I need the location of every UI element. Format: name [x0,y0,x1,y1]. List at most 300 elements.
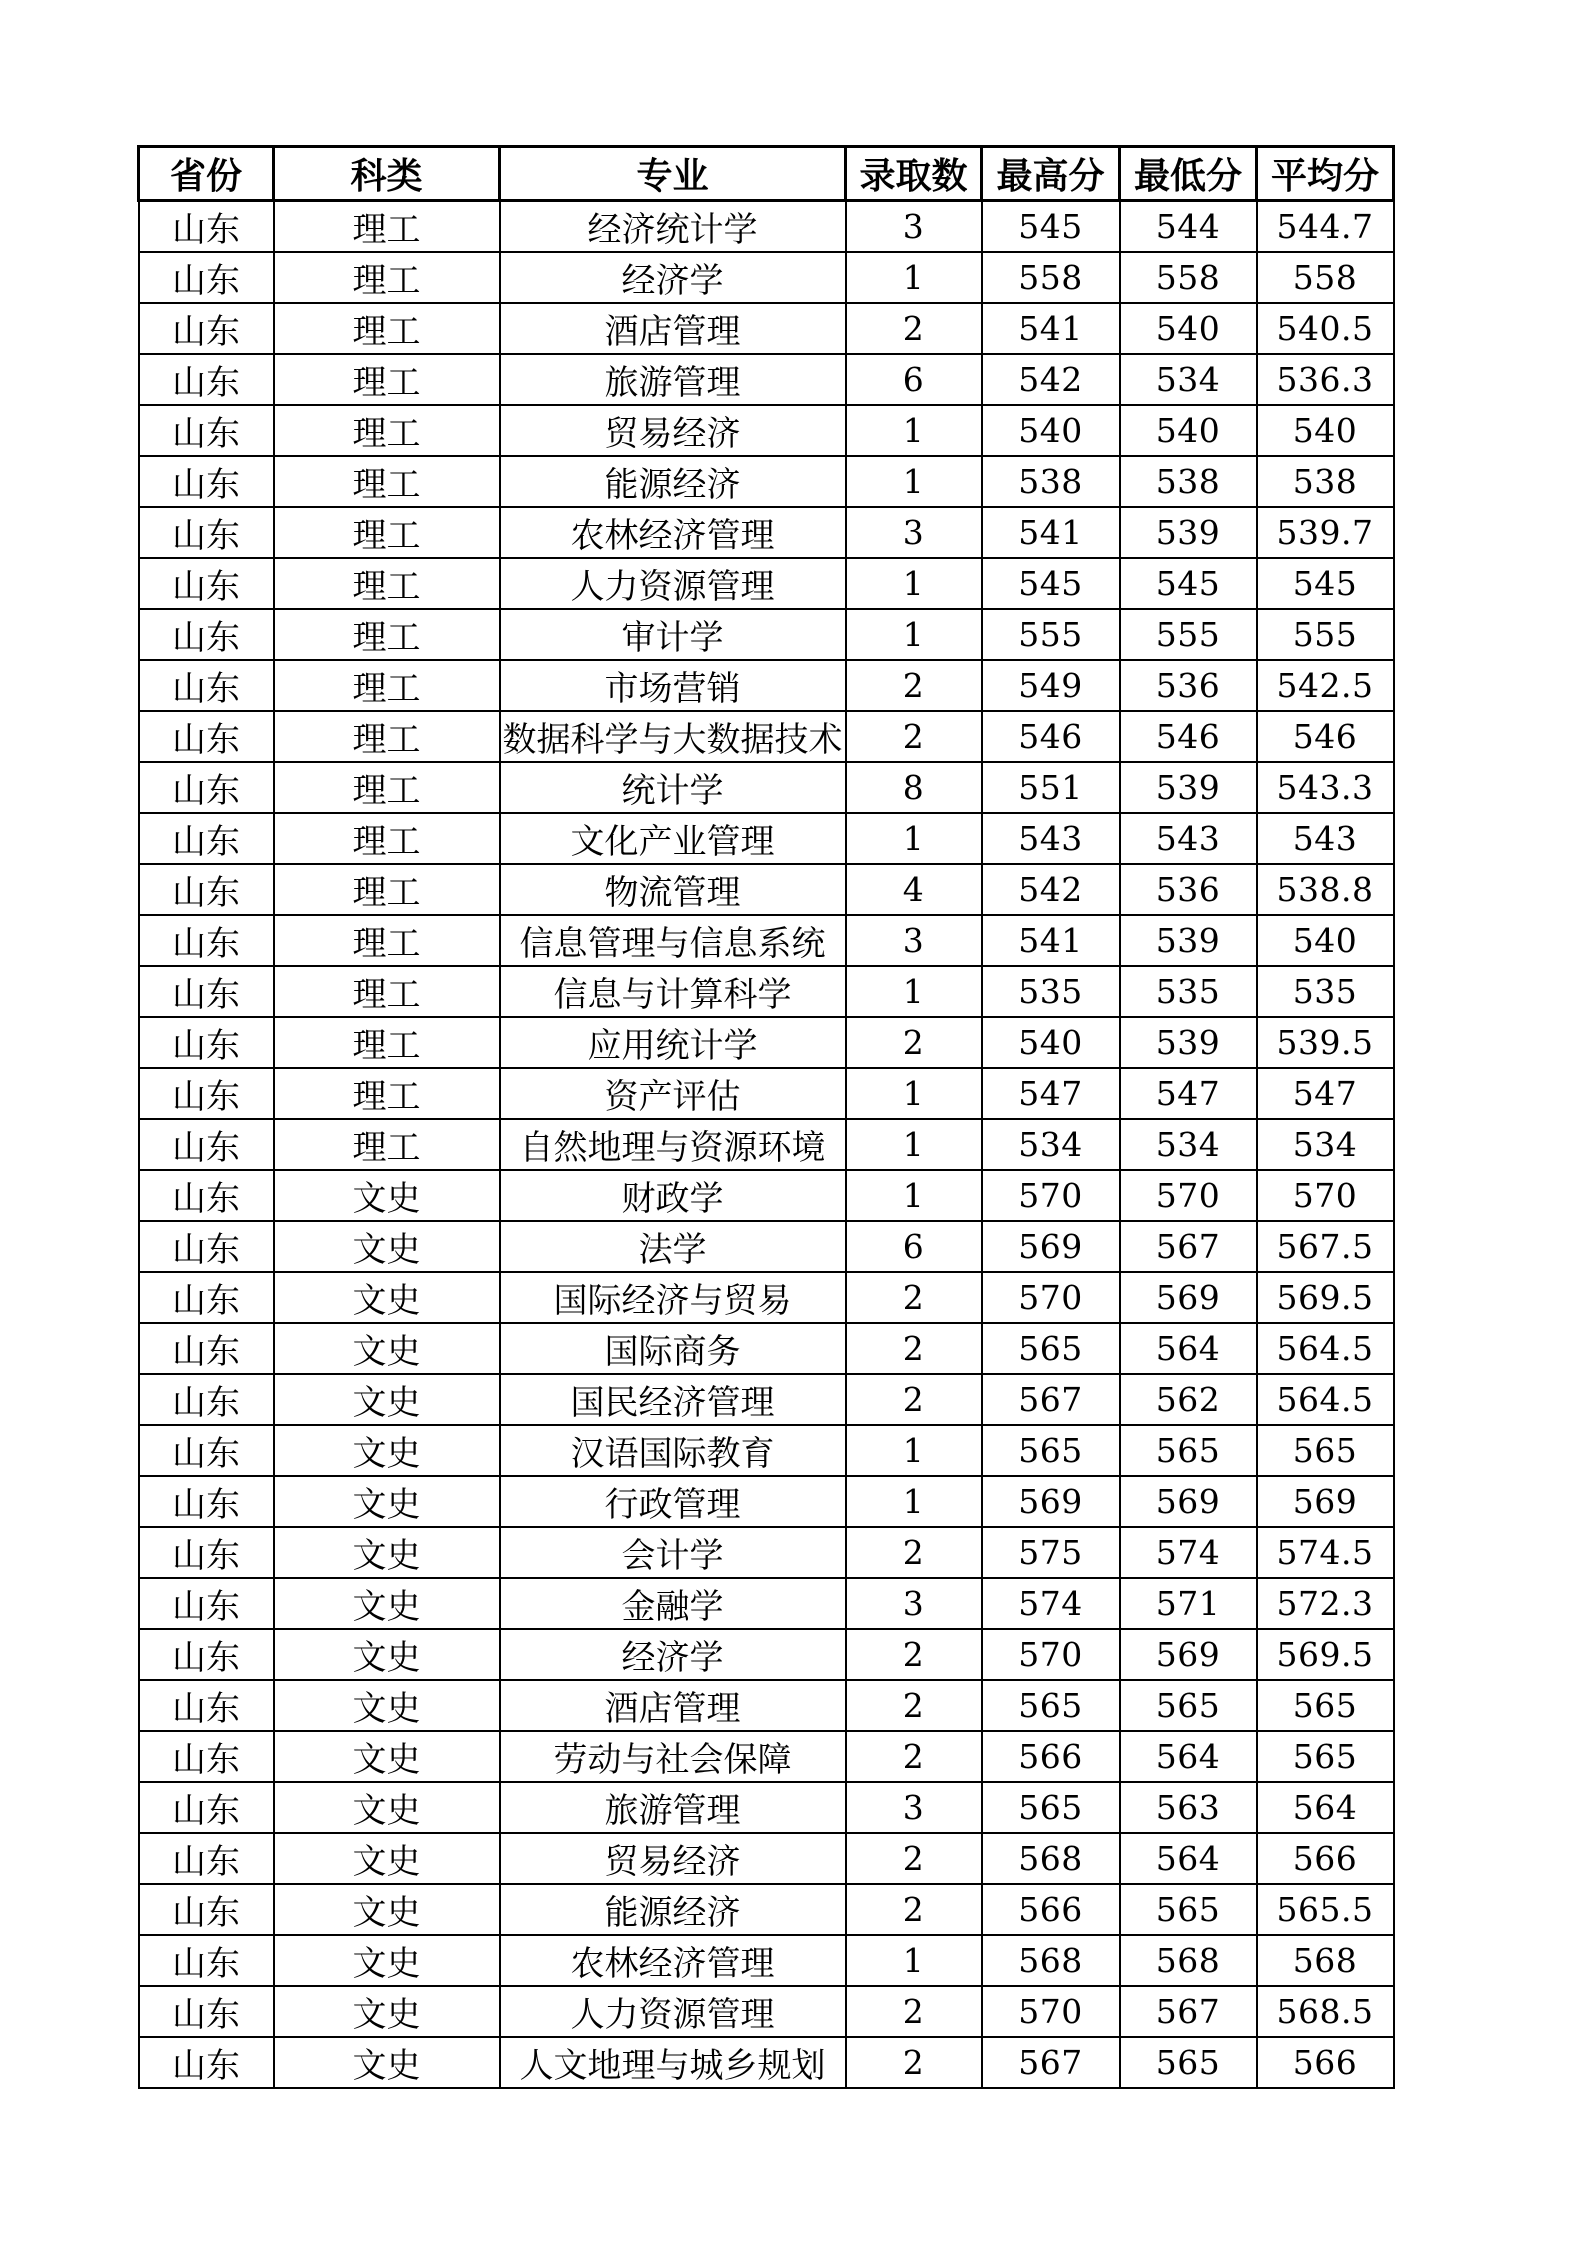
province-cell: 山东 [139,762,274,813]
avg-score-cell: 536.3 [1257,354,1394,405]
admitted-count-cell: 2 [846,1629,982,1680]
max-score-cell: 566 [982,1731,1120,1782]
max-score-cell: 547 [982,1068,1120,1119]
table-row [139,2037,1394,2088]
avg-score-cell: 544.7 [1257,201,1394,253]
admitted-count-cell: 1 [846,813,982,864]
table-row [139,1884,1394,1935]
category-cell: 理工 [274,303,500,354]
min-score-cell: 563 [1120,1782,1257,1833]
table-row [139,1221,1394,1272]
province-cell: 山东 [139,711,274,762]
table-row [139,1068,1394,1119]
avg-score-cell: 564.5 [1257,1323,1394,1374]
province-cell: 山东 [139,354,274,405]
category-cell: 文史 [274,1731,500,1782]
province-cell: 山东 [139,456,274,507]
major-cell: 贸易经济 [500,1833,846,1884]
major-cell: 贸易经济 [500,405,846,456]
table-row [139,762,1394,813]
table-row [139,1374,1394,1425]
min-score-cell: 571 [1120,1578,1257,1629]
max-score-cell: 569 [982,1476,1120,1527]
admitted-count-cell: 3 [846,1782,982,1833]
max-score-cell: 570 [982,1629,1120,1680]
major-cell: 人力资源管理 [500,1986,846,2037]
min-score-cell: 540 [1120,303,1257,354]
admitted-count-cell: 2 [846,1017,982,1068]
province-cell: 山东 [139,1068,274,1119]
min-score-cell: 543 [1120,813,1257,864]
avg-score-cell: 540.5 [1257,303,1394,354]
category-cell: 理工 [274,609,500,660]
admission-score-table [137,145,1395,2089]
table-row [139,660,1394,711]
avg-score-cell: 568.5 [1257,1986,1394,2037]
max-score-cell: 567 [982,1374,1120,1425]
category-cell: 理工 [274,813,500,864]
admitted-count-cell: 2 [846,1884,982,1935]
province-cell: 山东 [139,915,274,966]
min-score-cell: 564 [1120,1731,1257,1782]
min-score-cell: 539 [1120,1017,1257,1068]
avg-score-cell: 564.5 [1257,1374,1394,1425]
admitted-count-cell: 3 [846,507,982,558]
admitted-count-cell: 1 [846,1119,982,1170]
province-cell: 山东 [139,252,274,303]
min-score-cell: 534 [1120,354,1257,405]
province-cell: 山东 [139,609,274,660]
max-score-cell: 568 [982,1833,1120,1884]
admitted-count-cell: 2 [846,1833,982,1884]
avg-score-cell: 569 [1257,1476,1394,1527]
table-row [139,558,1394,609]
table-row [139,966,1394,1017]
header-avg-score: 平均分 [1257,147,1394,201]
category-cell: 理工 [274,864,500,915]
max-score-cell: 565 [982,1425,1120,1476]
category-cell: 理工 [274,354,500,405]
table-row [139,1629,1394,1680]
min-score-cell: 567 [1120,1986,1257,2037]
major-cell: 能源经济 [500,1884,846,1935]
category-cell: 文史 [274,1272,500,1323]
table-row [139,711,1394,762]
avg-score-cell: 574.5 [1257,1527,1394,1578]
admitted-count-cell: 1 [846,252,982,303]
admitted-count-cell: 2 [846,660,982,711]
max-score-cell: 534 [982,1119,1120,1170]
avg-score-cell: 542.5 [1257,660,1394,711]
max-score-cell: 566 [982,1884,1120,1935]
category-cell: 理工 [274,558,500,609]
avg-score-cell: 565 [1257,1731,1394,1782]
max-score-cell: 565 [982,1782,1120,1833]
province-cell: 山东 [139,1782,274,1833]
avg-score-cell: 568 [1257,1935,1394,1986]
category-cell: 文史 [274,1578,500,1629]
avg-score-cell: 566 [1257,2037,1394,2088]
table-row [139,609,1394,660]
province-cell: 山东 [139,1680,274,1731]
province-cell: 山东 [139,507,274,558]
max-score-cell: 541 [982,507,1120,558]
major-cell: 市场营销 [500,660,846,711]
province-cell: 山东 [139,1629,274,1680]
min-score-cell: 536 [1120,864,1257,915]
admitted-count-cell: 2 [846,1374,982,1425]
avg-score-cell: 555 [1257,609,1394,660]
category-cell: 理工 [274,915,500,966]
category-cell: 理工 [274,1119,500,1170]
major-cell: 农林经济管理 [500,507,846,558]
header-major: 专业 [500,147,846,201]
admitted-count-cell: 1 [846,1425,982,1476]
major-cell: 人力资源管理 [500,558,846,609]
admitted-count-cell: 2 [846,1986,982,2037]
province-cell: 山东 [139,1119,274,1170]
avg-score-cell: 540 [1257,915,1394,966]
category-cell: 理工 [274,660,500,711]
max-score-cell: 570 [982,1986,1120,2037]
max-score-cell: 542 [982,354,1120,405]
max-score-cell: 575 [982,1527,1120,1578]
table-row [139,1323,1394,1374]
major-cell: 国民经济管理 [500,1374,846,1425]
province-cell: 山东 [139,1272,274,1323]
min-score-cell: 564 [1120,1833,1257,1884]
min-score-cell: 569 [1120,1476,1257,1527]
min-score-cell: 547 [1120,1068,1257,1119]
admitted-count-cell: 1 [846,456,982,507]
header-province: 省份 [139,147,274,201]
category-cell: 文史 [274,1527,500,1578]
max-score-cell: 540 [982,405,1120,456]
category-cell: 文史 [274,1833,500,1884]
province-cell: 山东 [139,813,274,864]
major-cell: 自然地理与资源环境 [500,1119,846,1170]
admitted-count-cell: 6 [846,354,982,405]
major-cell: 经济统计学 [500,201,846,253]
major-cell: 国际商务 [500,1323,846,1374]
max-score-cell: 569 [982,1221,1120,1272]
min-score-cell: 545 [1120,558,1257,609]
table-body [139,201,1394,2089]
min-score-cell: 562 [1120,1374,1257,1425]
category-cell: 文史 [274,1425,500,1476]
min-score-cell: 565 [1120,1425,1257,1476]
table-row [139,1935,1394,1986]
min-score-cell: 538 [1120,456,1257,507]
province-cell: 山东 [139,1527,274,1578]
min-score-cell: 539 [1120,507,1257,558]
max-score-cell: 565 [982,1323,1120,1374]
avg-score-cell: 569.5 [1257,1272,1394,1323]
province-cell: 山东 [139,1833,274,1884]
min-score-cell: 540 [1120,405,1257,456]
province-cell: 山东 [139,1425,274,1476]
min-score-cell: 536 [1120,660,1257,711]
max-score-cell: 538 [982,456,1120,507]
max-score-cell: 540 [982,1017,1120,1068]
header-min-score: 最低分 [1120,147,1257,201]
category-cell: 文史 [274,1629,500,1680]
avg-score-cell: 572.3 [1257,1578,1394,1629]
max-score-cell: 545 [982,201,1120,253]
max-score-cell: 558 [982,252,1120,303]
category-cell: 文史 [274,1374,500,1425]
province-cell: 山东 [139,966,274,1017]
category-cell: 文史 [274,1680,500,1731]
province-cell: 山东 [139,1884,274,1935]
admitted-count-cell: 1 [846,1935,982,1986]
admitted-count-cell: 3 [846,915,982,966]
min-score-cell: 574 [1120,1527,1257,1578]
avg-score-cell: 564 [1257,1782,1394,1833]
category-cell: 文史 [274,1323,500,1374]
max-score-cell: 541 [982,915,1120,966]
avg-score-cell: 566 [1257,1833,1394,1884]
category-cell: 文史 [274,1884,500,1935]
avg-score-cell: 539.7 [1257,507,1394,558]
admitted-count-cell: 2 [846,1323,982,1374]
province-cell: 山东 [139,1374,274,1425]
header-admitted-count: 录取数 [846,147,982,201]
admitted-count-cell: 2 [846,1527,982,1578]
major-cell: 审计学 [500,609,846,660]
avg-score-cell: 547 [1257,1068,1394,1119]
min-score-cell: 565 [1120,1884,1257,1935]
avg-score-cell: 543 [1257,813,1394,864]
major-cell: 应用统计学 [500,1017,846,1068]
avg-score-cell: 534 [1257,1119,1394,1170]
table-row [139,303,1394,354]
province-cell: 山东 [139,1170,274,1221]
category-cell: 理工 [274,711,500,762]
major-cell: 经济学 [500,1629,846,1680]
admitted-count-cell: 1 [846,966,982,1017]
max-score-cell: 549 [982,660,1120,711]
province-cell: 山东 [139,864,274,915]
avg-score-cell: 538.8 [1257,864,1394,915]
avg-score-cell: 569.5 [1257,1629,1394,1680]
table-row [139,1527,1394,1578]
major-cell: 信息管理与信息系统 [500,915,846,966]
table-row [139,405,1394,456]
major-cell: 旅游管理 [500,1782,846,1833]
province-cell: 山东 [139,1323,274,1374]
max-score-cell: 542 [982,864,1120,915]
min-score-cell: 539 [1120,762,1257,813]
avg-score-cell: 567.5 [1257,1221,1394,1272]
admitted-count-cell: 2 [846,1272,982,1323]
category-cell: 理工 [274,405,500,456]
avg-score-cell: 535 [1257,966,1394,1017]
header-row [139,147,1394,201]
min-score-cell: 558 [1120,252,1257,303]
avg-score-cell: 565 [1257,1425,1394,1476]
table-row [139,1680,1394,1731]
table-row [139,1833,1394,1884]
admitted-count-cell: 2 [846,303,982,354]
category-cell: 理工 [274,1068,500,1119]
min-score-cell: 569 [1120,1272,1257,1323]
category-cell: 理工 [274,252,500,303]
admitted-count-cell: 2 [846,1731,982,1782]
table-row [139,1731,1394,1782]
major-cell: 金融学 [500,1578,846,1629]
avg-score-cell: 546 [1257,711,1394,762]
max-score-cell: 570 [982,1170,1120,1221]
max-score-cell: 567 [982,2037,1120,2088]
table-row [139,1986,1394,2037]
table-row [139,252,1394,303]
province-cell: 山东 [139,1986,274,2037]
max-score-cell: 574 [982,1578,1120,1629]
province-cell: 山东 [139,1476,274,1527]
max-score-cell: 545 [982,558,1120,609]
province-cell: 山东 [139,303,274,354]
avg-score-cell: 545 [1257,558,1394,609]
admitted-count-cell: 1 [846,1068,982,1119]
province-cell: 山东 [139,2037,274,2088]
table-row [139,1782,1394,1833]
major-cell: 会计学 [500,1527,846,1578]
province-cell: 山东 [139,1578,274,1629]
category-cell: 理工 [274,201,500,253]
province-cell: 山东 [139,201,274,253]
major-cell: 行政管理 [500,1476,846,1527]
major-cell: 酒店管理 [500,303,846,354]
admitted-count-cell: 8 [846,762,982,813]
major-cell: 财政学 [500,1170,846,1221]
table-row [139,1170,1394,1221]
table-row [139,1017,1394,1068]
min-score-cell: 568 [1120,1935,1257,1986]
max-score-cell: 541 [982,303,1120,354]
province-cell: 山东 [139,1731,274,1782]
min-score-cell: 544 [1120,201,1257,253]
table-row [139,864,1394,915]
category-cell: 文史 [274,1986,500,2037]
admitted-count-cell: 1 [846,558,982,609]
category-cell: 理工 [274,507,500,558]
table-row [139,1272,1394,1323]
major-cell: 农林经济管理 [500,1935,846,1986]
province-cell: 山东 [139,405,274,456]
admitted-count-cell: 2 [846,1680,982,1731]
province-cell: 山东 [139,1935,274,1986]
min-score-cell: 539 [1120,915,1257,966]
admitted-count-cell: 1 [846,405,982,456]
major-cell: 物流管理 [500,864,846,915]
major-cell: 人文地理与城乡规划 [500,2037,846,2088]
major-cell: 资产评估 [500,1068,846,1119]
table-row [139,1578,1394,1629]
province-cell: 山东 [139,1017,274,1068]
category-cell: 文史 [274,1221,500,1272]
max-score-cell: 535 [982,966,1120,1017]
table-row [139,201,1394,253]
min-score-cell: 570 [1120,1170,1257,1221]
admitted-count-cell: 3 [846,201,982,253]
category-cell: 理工 [274,1017,500,1068]
min-score-cell: 555 [1120,609,1257,660]
category-cell: 文史 [274,1782,500,1833]
category-cell: 文史 [274,2037,500,2088]
min-score-cell: 534 [1120,1119,1257,1170]
avg-score-cell: 565.5 [1257,1884,1394,1935]
max-score-cell: 543 [982,813,1120,864]
admitted-count-cell: 1 [846,609,982,660]
avg-score-cell: 543.3 [1257,762,1394,813]
admitted-count-cell: 1 [846,1170,982,1221]
min-score-cell: 565 [1120,2037,1257,2088]
min-score-cell: 565 [1120,1680,1257,1731]
admitted-count-cell: 4 [846,864,982,915]
max-score-cell: 555 [982,609,1120,660]
major-cell: 劳动与社会保障 [500,1731,846,1782]
header-max-score: 最高分 [982,147,1120,201]
category-cell: 文史 [274,1476,500,1527]
max-score-cell: 551 [982,762,1120,813]
header-category: 科类 [274,147,500,201]
table-row [139,456,1394,507]
avg-score-cell: 538 [1257,456,1394,507]
min-score-cell: 567 [1120,1221,1257,1272]
avg-score-cell: 540 [1257,405,1394,456]
major-cell: 信息与计算科学 [500,966,846,1017]
table-row [139,354,1394,405]
major-cell: 能源经济 [500,456,846,507]
admitted-count-cell: 1 [846,1476,982,1527]
max-score-cell: 546 [982,711,1120,762]
major-cell: 酒店管理 [500,1680,846,1731]
avg-score-cell: 565 [1257,1680,1394,1731]
admitted-count-cell: 2 [846,2037,982,2088]
category-cell: 理工 [274,456,500,507]
major-cell: 统计学 [500,762,846,813]
max-score-cell: 568 [982,1935,1120,1986]
category-cell: 文史 [274,1935,500,1986]
major-cell: 文化产业管理 [500,813,846,864]
min-score-cell: 569 [1120,1629,1257,1680]
max-score-cell: 565 [982,1680,1120,1731]
avg-score-cell: 539.5 [1257,1017,1394,1068]
table-row [139,1425,1394,1476]
admitted-count-cell: 6 [846,1221,982,1272]
min-score-cell: 535 [1120,966,1257,1017]
table-row [139,507,1394,558]
table-row [139,1119,1394,1170]
avg-score-cell: 570 [1257,1170,1394,1221]
major-cell: 国际经济与贸易 [500,1272,846,1323]
category-cell: 理工 [274,966,500,1017]
table-row [139,813,1394,864]
max-score-cell: 570 [982,1272,1120,1323]
major-cell: 旅游管理 [500,354,846,405]
province-cell: 山东 [139,660,274,711]
admitted-count-cell: 3 [846,1578,982,1629]
avg-score-cell: 558 [1257,252,1394,303]
category-cell: 文史 [274,1170,500,1221]
min-score-cell: 564 [1120,1323,1257,1374]
category-cell: 理工 [274,762,500,813]
major-cell: 经济学 [500,252,846,303]
major-cell: 汉语国际教育 [500,1425,846,1476]
province-cell: 山东 [139,1221,274,1272]
min-score-cell: 546 [1120,711,1257,762]
